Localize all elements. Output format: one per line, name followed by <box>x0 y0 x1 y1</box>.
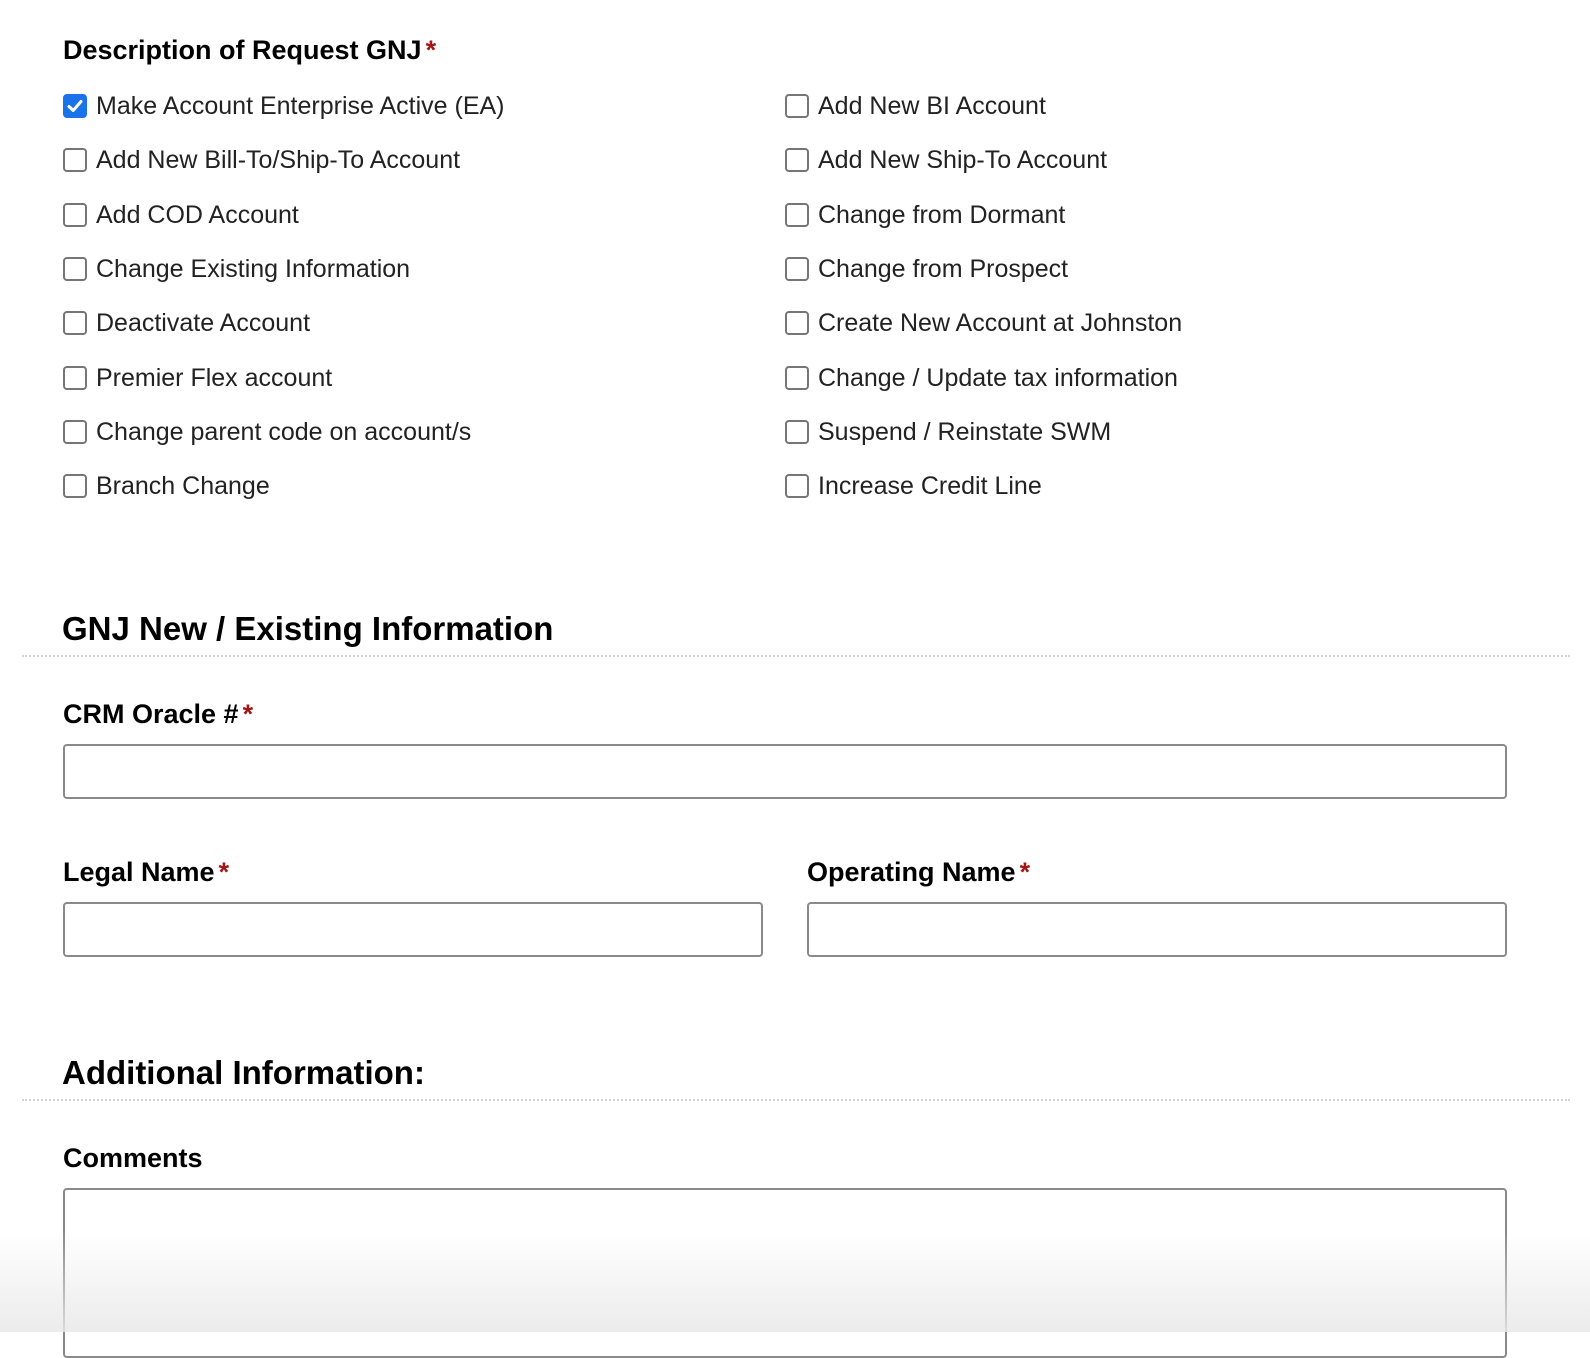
checkbox-icon[interactable] <box>63 148 87 172</box>
option-label: Deactivate Account <box>96 308 311 337</box>
required-asterisk: * <box>425 35 437 65</box>
gnj-section-title: GNJ New / Existing Information <box>62 610 554 647</box>
checkbox-icon[interactable] <box>785 366 809 390</box>
checkbox-icon[interactable] <box>63 311 87 335</box>
checkbox-icon[interactable] <box>785 94 809 118</box>
required-asterisk: * <box>1019 857 1031 887</box>
option-label: Change parent code on account/s <box>96 417 472 446</box>
operating-name-input[interactable] <box>807 902 1507 957</box>
option-label: Add New Bill-To/Ship-To Account <box>96 145 461 174</box>
required-asterisk: * <box>218 857 230 887</box>
option-make-account-enterprise-active-ea[interactable] <box>63 86 505 126</box>
checkbox-icon[interactable] <box>63 366 87 390</box>
operating-name-label-text: Operating Name <box>807 857 1016 887</box>
option-label: Add COD Account <box>96 200 299 229</box>
option-label: Change from Prospect <box>818 254 1069 283</box>
option-label: Branch Change <box>96 471 270 500</box>
option-label: Change Existing Information <box>96 254 411 283</box>
legal-name-label <box>63 856 229 888</box>
option-label: Add New Ship-To Account <box>818 145 1108 174</box>
option-add-new-ship-to-account[interactable] <box>785 140 1107 180</box>
additional-info-title: Additional Information: <box>62 1054 425 1091</box>
checkbox-icon[interactable] <box>785 148 809 172</box>
required-asterisk: * <box>242 699 254 729</box>
legal-name-input[interactable] <box>63 902 763 957</box>
additional-info-divider <box>22 1099 1570 1101</box>
checkbox-icon[interactable] <box>785 420 809 444</box>
option-add-new-bi-account[interactable] <box>785 86 1046 126</box>
comments-label-text: Comments <box>63 1143 203 1173</box>
crm-oracle-label-text: CRM Oracle # <box>63 699 239 729</box>
request-label <box>63 34 436 66</box>
option-change-from-prospect[interactable] <box>785 249 1068 289</box>
legal-name-label-text: Legal Name <box>63 857 215 887</box>
checkbox-checked-icon[interactable] <box>63 94 87 118</box>
option-add-new-bill-to-ship-to-account[interactable] <box>63 140 460 180</box>
option-create-new-account-at-johnston[interactable] <box>785 303 1182 343</box>
option-suspend-reinstate-swm[interactable] <box>785 412 1111 452</box>
option-label: Change from Dormant <box>818 200 1066 229</box>
option-label: Create New Account at Johnston <box>818 308 1183 337</box>
option-label: Premier Flex account <box>96 363 333 392</box>
checkbox-icon[interactable] <box>785 203 809 227</box>
crm-oracle-input[interactable] <box>63 744 1507 799</box>
option-branch-change[interactable] <box>63 466 270 506</box>
comments-textarea[interactable] <box>63 1188 1507 1358</box>
option-label: Make Account Enterprise Active (EA) <box>96 91 505 120</box>
comments-label <box>63 1142 203 1174</box>
checkbox-icon[interactable] <box>785 311 809 335</box>
option-label: Change / Update tax information <box>818 363 1178 392</box>
option-change-parent-code-on-account-s[interactable] <box>63 412 471 452</box>
option-label: Suspend / Reinstate SWM <box>818 417 1112 446</box>
checkbox-icon[interactable] <box>785 257 809 281</box>
option-deactivate-account[interactable] <box>63 303 310 343</box>
option-increase-credit-line[interactable] <box>785 466 1042 506</box>
option-change-existing-information[interactable] <box>63 249 410 289</box>
operating-name-label <box>807 856 1030 888</box>
checkbox-icon[interactable] <box>63 474 87 498</box>
checkbox-icon[interactable] <box>63 257 87 281</box>
option-label: Add New BI Account <box>818 91 1046 120</box>
gnj-section-divider <box>22 655 1570 657</box>
option-add-cod-account[interactable] <box>63 195 299 235</box>
crm-oracle-label <box>63 698 253 730</box>
checkbox-icon[interactable] <box>63 420 87 444</box>
checkbox-icon[interactable] <box>63 203 87 227</box>
option-premier-flex-account[interactable] <box>63 358 332 398</box>
option-change-from-dormant[interactable] <box>785 195 1065 235</box>
request-label-text: Description of Request GNJ <box>63 35 422 65</box>
option-label: Increase Credit Line <box>818 471 1042 500</box>
checkbox-icon[interactable] <box>785 474 809 498</box>
option-change-update-tax-information[interactable] <box>785 358 1178 398</box>
